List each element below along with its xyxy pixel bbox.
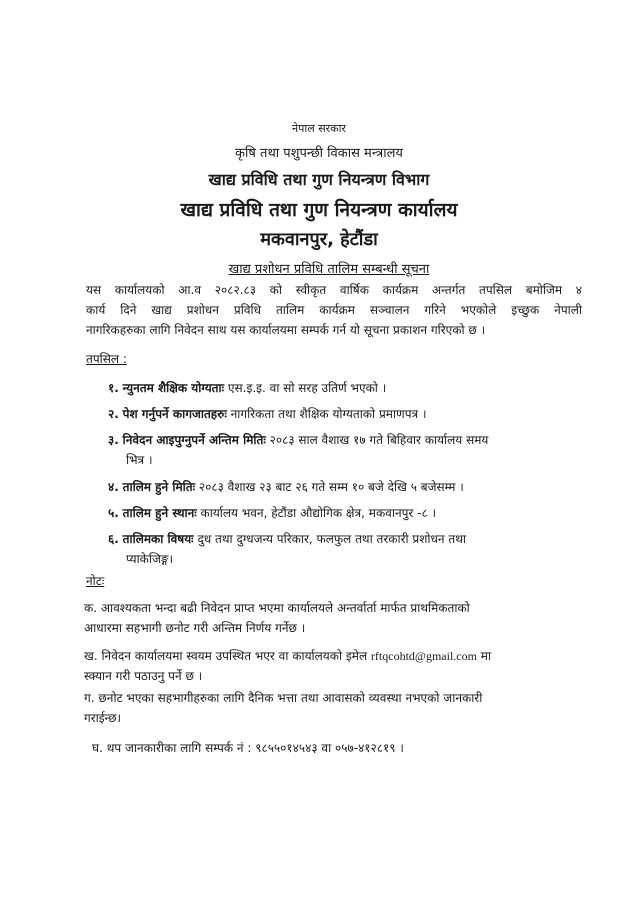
item-number: ३.	[108, 433, 119, 447]
department-name: खाद्य प्रविधि तथा गुण नियन्त्रण विभाग	[208, 170, 430, 189]
detail-item	[108, 477, 582, 497]
note-item	[84, 646, 584, 686]
note-item	[84, 688, 584, 728]
note-line: ग. छनोट भएका सहभागीहरुका लागि दैनिक भत्ता तथा आवासको व्यवस्था नभएको जानकारी	[84, 691, 483, 705]
item-value: दुध तथा दुग्धजन्य परिकार, फलफुल तथा तरकारी प्रशोधन तथा	[197, 532, 466, 546]
item-number: ६.	[108, 532, 119, 546]
item-number: २.	[108, 407, 119, 421]
detail-item	[108, 404, 582, 424]
detail-item	[108, 378, 582, 398]
intro-line: यस कार्यालयको आ.व २०८२.८३ को स्वीकृत वार्षिक कार्यक्रम अन्तर्गत तपसिल बमोजिम ४	[86, 283, 582, 297]
note-line: गराईन्छ।	[84, 711, 122, 725]
intro-line: कार्य दिने खाद्य प्रशोधन प्रविधि तालिम कार्यक्रम सञ्चालन गरिने भएकोले इच्छुक नेपाली	[86, 303, 582, 317]
item-label: तालिम हुने स्थानः	[122, 506, 197, 520]
item-value: २०८३ साल वैशाख १७ गते बिहिवार कार्यालय समय	[269, 433, 489, 447]
item-number: १.	[108, 381, 119, 395]
office-location: मकवानपुर, हेटौंडा	[260, 229, 378, 250]
email-link[interactable]: rftqcohtd@gmail.com	[370, 649, 477, 663]
note-line: स्क्यान गरी पठाउनु पर्ने छ ।	[84, 669, 203, 683]
detail-item	[108, 529, 582, 569]
note-line: क. आवश्यकता भन्दा बढी निवेदन प्राप्त भएमा कार्यालयले अन्तर्वार्ता मार्फत प्राथमिकताको	[84, 601, 470, 615]
item-label: न्युनतम शैक्षिक योग्यताः	[122, 381, 225, 395]
government-name: नेपाल सरकार	[292, 122, 346, 135]
item-label: पेश गर्नुपर्ने कागजातहरुः	[122, 407, 227, 421]
item-label: तालिमका विषयः	[122, 532, 194, 546]
item-number: ५.	[108, 506, 119, 520]
details-heading: तपसिल :	[86, 352, 127, 366]
note-line: आधारमा सहभागी छनोट गरी अन्तिम निर्णय गर्नेछ ।	[84, 621, 306, 635]
notes-heading: नोटः	[86, 574, 105, 588]
note-item	[92, 738, 592, 758]
ministry-name: कृषि तथा पशुपन्छी विकास मन्त्रालय	[235, 146, 403, 161]
intro-paragraph	[86, 280, 582, 340]
item-number: ४.	[108, 480, 119, 494]
item-value: कार्यालय भवन, हेटौंडा औद्योगिक क्षेत्र, मकवानपुर -८ ।	[200, 506, 437, 520]
item-value-continued: भित्र ।	[126, 453, 153, 467]
intro-line: नागरिकहरुका लागि निवेदन साथ यस कार्यालयमा सम्पर्क गर्न यो सूचना प्रकाशन गरिएको छ ।	[86, 323, 486, 337]
item-value: २०८३ वैशाख २३ बाट २६ गते सम्म १० बजे देखि ५ बजेसम्म ।	[198, 480, 464, 494]
notice-title: खाद्य प्रशोधन प्रविधि तालिम सम्बन्धी सूचना	[228, 262, 430, 277]
item-value-continued: प्याकेजिङ्ग।	[126, 552, 174, 566]
note-item	[84, 598, 584, 638]
item-value: एस.इ.इ. वा सो सरह उतिर्ण भएको ।	[227, 381, 387, 395]
note-line: मा	[480, 649, 492, 663]
item-label: तालिम हुने मितिः	[122, 480, 196, 494]
detail-item	[108, 503, 582, 523]
note-line: घ. थप जानकारीका लागि सम्पर्क नं : ९८५५०१४५४३ वा ०५७-४१२८१९ ।	[92, 741, 404, 755]
office-name: खाद्य प्रविधि तथा गुण नियन्त्रण कार्यालय	[180, 199, 458, 221]
item-value: नागरिकता तथा शैक्षिक योग्यताको प्रमाणपत्र ।	[230, 407, 427, 421]
note-line: ख. निवेदन कार्यालयमा स्वयम उपस्थित भएर वा कार्यालयको इमेल	[84, 649, 368, 663]
detail-item	[108, 430, 582, 470]
item-label: निवेदन आइपुग्नुपर्ने अन्तिम मितिः	[122, 433, 266, 447]
